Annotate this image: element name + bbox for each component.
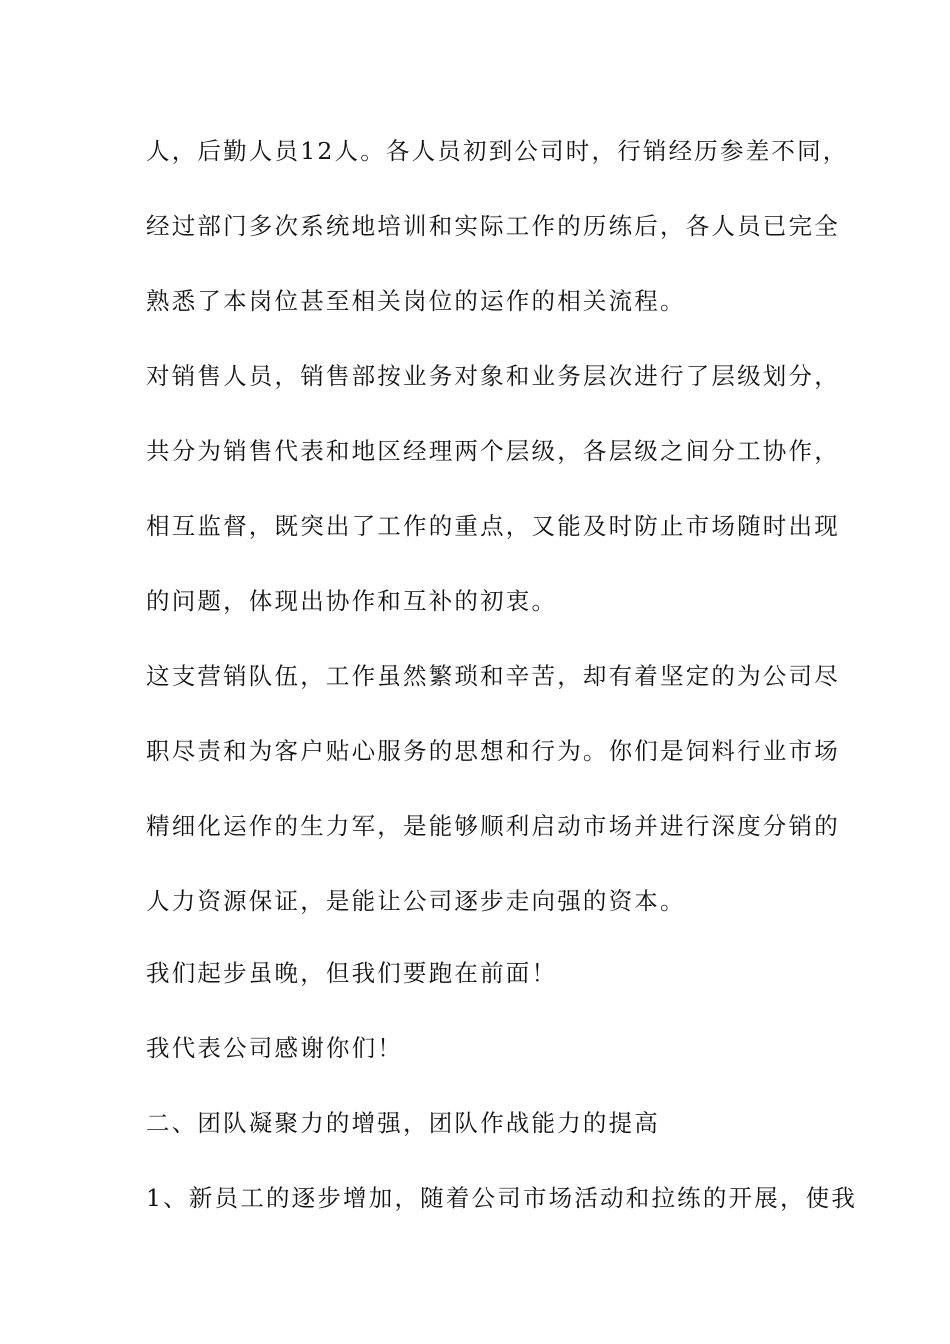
paragraph-3-line-4: 人力资源保证，是能让公司逐步走向强的资本。 [146, 887, 686, 915]
paragraph-4-line-1: 我们起步虽晚，但我们要跑在前面！ [146, 959, 558, 987]
paragraph-3-line-3: 精细化运作的生力军，是能够顺利启动市场并进行深度分销的 [146, 812, 840, 840]
paragraph-1-line-2: 经过部门多次系统地培训和实际工作的历练后，各人员已完全 [146, 212, 840, 240]
paragraph-7-line-1: 1、新员工的逐步增加，随着公司市场活动和拉练的开展，使我 [146, 1184, 858, 1212]
paragraph-2-line-3: 相互监督，既突出了工作的重点，又能及时防止市场随时出现 [146, 512, 840, 540]
paragraph-1-line-1: 人，后勤人员12人。各人员初到公司时，行销经历参差不同， [146, 137, 849, 165]
paragraph-3-line-1: 这支营销队伍，工作虽然繁琐和辛苦，却有着坚定的为公司尽 [146, 662, 840, 690]
section-heading: 二、团队凝聚力的增强，团队作战能力的提高 [146, 1109, 660, 1137]
paragraph-1-line-3: 熟悉了本岗位甚至相关岗位的运作的相关流程。 [146, 287, 686, 315]
paragraph-3-line-2: 职尽责和为客户贴心服务的思想和行为。你们是饲料行业市场 [146, 737, 840, 765]
paragraph-2-line-2: 共分为销售代表和地区经理两个层级，各层级之间分工协作， [146, 437, 840, 465]
paragraph-2-line-4: 的问题，体现出协作和互补的初衷。 [146, 587, 558, 615]
paragraph-5-line-1: 我代表公司感谢你们！ [146, 1034, 403, 1062]
paragraph-2-line-1: 对销售人员，销售部按业务对象和业务层次进行了层级划分， [146, 362, 840, 390]
